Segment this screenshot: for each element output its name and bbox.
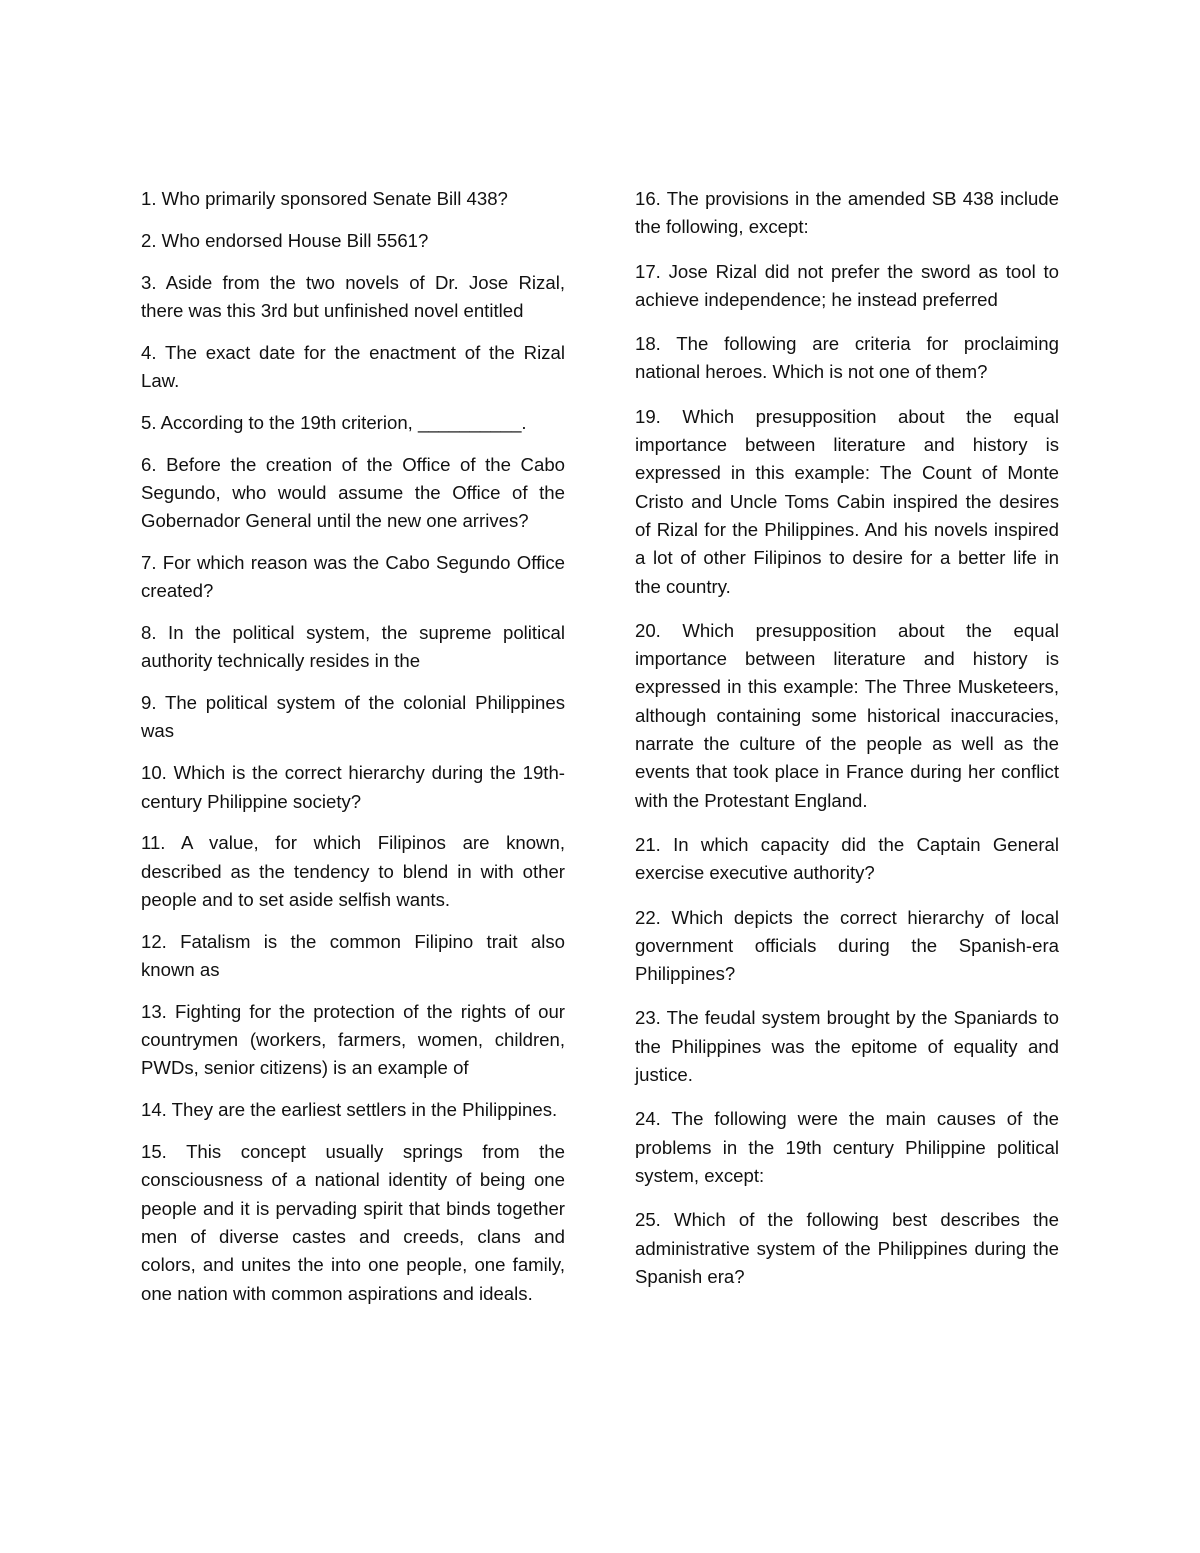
question-11: 11. A value, for which Filipinos are known, described as the tendency to blend in with other people and to set aside selfish wants. bbox=[141, 832, 565, 910]
question-4: 4. The exact date for the enactment of the Rizal Law. bbox=[141, 341, 565, 391]
question-9: 9. The political system of the colonial Philippines was bbox=[141, 692, 565, 742]
question-6: 6. Before the creation of the Office of the Cabo Segundo, who would assume the Office of the Gobernador General until the new one arrives? bbox=[141, 453, 565, 532]
question-1: 1. Who primarily sponsored Senate Bill 438? bbox=[141, 188, 508, 209]
question-16: 16. The provisions in the amended SB 438 include the following, except: bbox=[635, 188, 1059, 238]
question-24: 24. The following were the main causes of the problems in the 19th century Philippine political system, except: bbox=[635, 1108, 1059, 1186]
question-12: 12. Fatalism is the common Filipino trait also known as bbox=[141, 930, 565, 981]
question-14: 14. They are the earliest settlers in the Philippines. bbox=[141, 1099, 558, 1121]
question-2: 2. Who endorsed House Bill 5561? bbox=[141, 229, 429, 251]
question-22: 22. Which depicts the correct hierarchy of local government officials during the Spanish-era Philippines? bbox=[635, 906, 1059, 985]
question-19: 19. Which presupposition about the equal importance between literature and history is expressed in this example: The Count of Monte Cristo and Uncle Toms Cabin inspired the desires of Rizal for the Philippines. And his novels inspired a lot of other Filipinos to desire for a better life in the country. bbox=[635, 405, 1059, 597]
right-question-column bbox=[635, 185, 1059, 1307]
question-13: 13. Fighting for the protection of the rights of our countrymen (workers, farmers, women, children, PWDs, senior citizens) is an example of bbox=[141, 1000, 565, 1079]
question-8: 8. In the political system, the supreme political authority technically resides in the bbox=[141, 622, 565, 672]
question-25: 25. Which of the following best describes the administrative system of the Philippines during the Spanish era? bbox=[635, 1209, 1059, 1287]
question-21: 21. In which capacity did the Captain General exercise executive authority? bbox=[635, 833, 1059, 884]
question-18: 18. The following are criteria for proclaiming national heroes. Which is not one of them? bbox=[635, 333, 1059, 383]
question-10: 10. Which is the correct hierarchy during the 19th-century Philippine society? bbox=[141, 762, 565, 812]
question-17: 17. Jose Rizal did not prefer the sword as tool to achieve independence; he instead preferred bbox=[635, 260, 1059, 310]
question-5: 5. According to the 19th criterion, __________. bbox=[141, 411, 527, 433]
question-3: 3. Aside from the two novels of Dr. Jose Rizal, there was this 3rd but unfinished novel entitled bbox=[141, 271, 565, 321]
question-7: 7. For which reason was the Cabo Segundo Office created? bbox=[141, 551, 565, 602]
question-23: 23. The feudal system brought by the Spaniards to the Philippines was the epitome of equality and justice. bbox=[635, 1007, 1059, 1086]
question-15: 15. This concept usually springs from the consciousness of a national identity of being one people and it is pervading spirit that binds together men of diverse castes and creeds, clans and colors, and unites the into one people, one family, one nation with common aspirations and ideals. bbox=[141, 1141, 565, 1304]
question-20: 20. Which presupposition about the equal importance between literature and history is expressed in this example: The Three Musketeers, although containing some historical inaccuracies, narrate the culture of the people as well as the events that took place in France during her conflict with the Protestant England. bbox=[635, 619, 1059, 811]
left-question-column bbox=[141, 185, 565, 1321]
